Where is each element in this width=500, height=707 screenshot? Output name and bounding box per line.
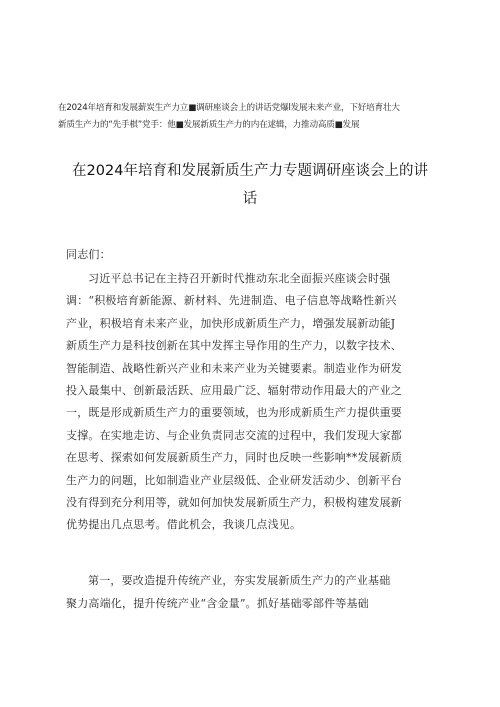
paragraph-2: [66, 569, 446, 615]
paragraph-1: [66, 268, 446, 537]
paragraph-line: 智能制造、战略性新兴产业和未来产业为关键要素。制造业作为研发: [66, 361, 402, 375]
paragraph-line: 产业，积极培育未来产业，加快形成新质生产力，增强发展新动能J: [66, 316, 396, 330]
paragraph-line: 聚力高端化，提升传统产业“含金量”。抓好基础零部件等基础: [66, 597, 369, 610]
header-line: 新质生产力的“先手棋”党手：他■发展新质生产力的内在逑辑，力推动高质■发展: [58, 120, 360, 130]
paragraph-line: 支撑。在实地走访、与企业负责同志交流的过程中，我们发现大家都: [66, 428, 402, 442]
header-line: 在2024年培育和发展薪炭生产力立■调研座谈会上的讲话党爆l发展未来产业，下好培育壮大: [58, 103, 400, 113]
paragraph-line: 优势提出几点思考。借此机会，我谈几点浅见。: [66, 518, 302, 532]
paragraph-line: 没有得到充分利用等，就如何加快发展新质生产力，积极构建发展新: [66, 496, 402, 510]
title-line: 在2024年培育和发展新质生产力专题调研座谈会上的讲: [72, 163, 428, 179]
paragraph-line: 一，既是形成新质生产力的重要领域，也为形成新质生产力提供重要: [66, 406, 402, 420]
paragraph-line: 生产力的问题，比如制造业产业层级低、企业研发活动少、创新平台: [66, 473, 402, 487]
salutation: 同志们：: [66, 248, 111, 261]
document-title: [40, 157, 460, 213]
paragraph-line: 调：“积极培育新能源、新材料、先进制造、电子信息等战略性新兴: [66, 294, 397, 308]
paragraph-line: 第一，要改造提升传统产业，夯实发展新质生产力的产业基础: [88, 574, 391, 587]
paragraph-line: 新质生产力是科技创新在其中发挥主导作用的生产力，以数字技术、: [66, 339, 402, 353]
paragraph-line: 习近平总书记在主持召开新时代推动东北全面振兴座谈会时强: [88, 272, 391, 285]
paragraph-line: 投入最集中、创新最活跃、应用最广泛、辐射带动作用最大的产业之: [66, 384, 402, 398]
paragraph-line: 在思考、探索如何发展新质生产力，同时也反映一些影响**发展新质: [66, 451, 403, 465]
title-line: 话: [242, 191, 258, 207]
document-header: [58, 100, 448, 134]
